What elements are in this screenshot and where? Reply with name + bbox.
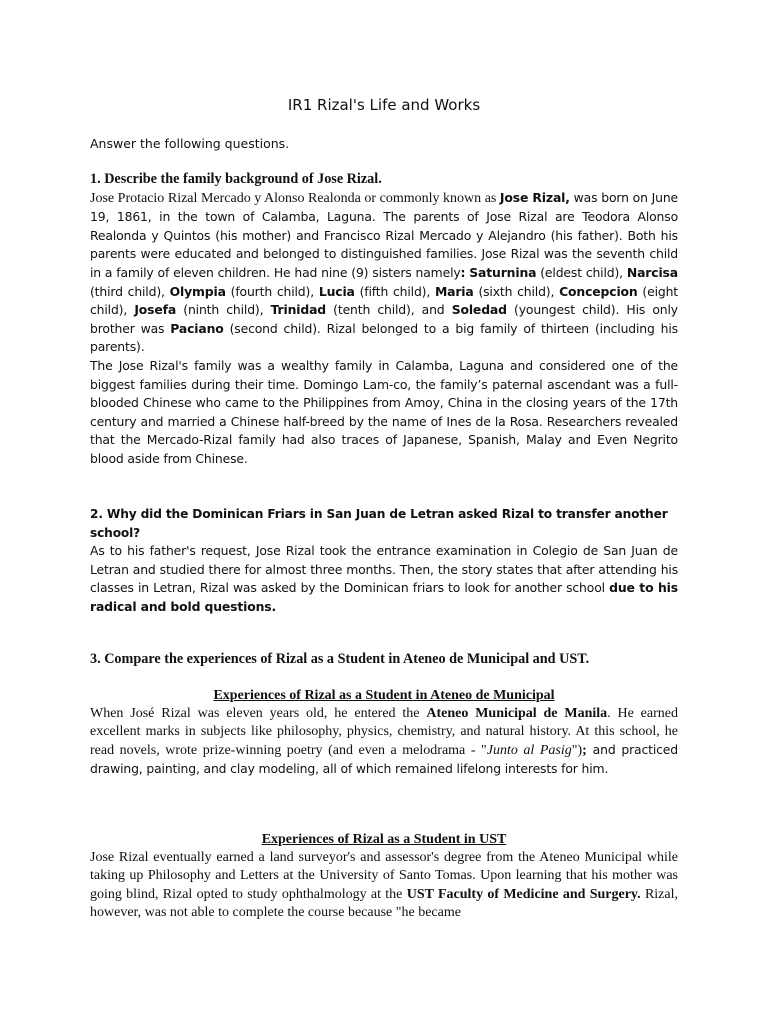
sister-soledad: Soledad — [451, 302, 507, 318]
ateneo-t2: . He earned excellent marks in subjects like philosophy, physics, chemistry, and natural history. At this school, he read novels, wrote prize-winning poetry (and even a melodrama - " — [90, 705, 678, 759]
sister-josefa: Josefa — [134, 302, 177, 318]
q1-p1-t2: (third child), — [90, 283, 170, 299]
q1-p1-t7: (ninth child), — [176, 302, 271, 318]
sister-saturnina: Saturnina — [469, 264, 537, 280]
q1-p1-t6: (eight child), — [90, 283, 678, 318]
document-title: IR1 Rizal's Life and Works — [287, 96, 481, 114]
question-2-heading: 2. Why did the Dominican Friars in San Juan de Letran asked Rizal to transfer another school? — [90, 507, 668, 540]
sister-maria: Maria — [434, 283, 474, 299]
ateneo-school-name: Ateneo Municipal de Manila — [426, 705, 608, 721]
q1-p1-name-bold: Jose Rizal, — [499, 189, 570, 205]
sister-lucia: Lucia — [318, 283, 355, 299]
q1-p1-t1: (eldest child), — [536, 264, 627, 280]
ust-t1: Jose Rizal eventually earned a land surveyor's and assessor's degree from the Ateneo Municipal while taking up Philosophy and Letters at the University of Santo Tomas. Upon learning that his mother was going blind, Rizal opted to study ophthalmology at the — [90, 850, 678, 902]
q1-p1-t4: (fifth child), — [354, 283, 435, 299]
brother-paciano: Paciano — [170, 320, 224, 336]
ust-section — [90, 831, 678, 922]
instructions-text: Answer the following questions. — [90, 136, 290, 151]
sister-trinidad: Trinidad — [270, 302, 326, 318]
question-3-heading: 3. Compare the experiences of Rizal as a Student in Ateneo de Municipal and UST. — [90, 651, 590, 667]
question-2-answer — [90, 542, 678, 616]
ateneo-t3: ") — [571, 743, 583, 759]
q1-p1-t8: (tenth child), and — [326, 302, 452, 318]
question-1-heading: 1. Describe the family background of Jose Rizal. — [90, 171, 382, 187]
q1-p1-t10: (second child). Rizal belonged to a big family of thirteen (including his parents). — [90, 320, 678, 355]
spacer — [90, 669, 678, 687]
melodrama-title: Junto al Pasig — [486, 743, 572, 759]
question-1-paragraph-1 — [90, 189, 678, 357]
q1-p1-text-c: was born on June 19, 1861, in the town of Calamba, Laguna. The parents of Jose Rizal are Teodora Alonso Realonda y Quintos (his mother) and Francisco Rizal Mercado y Alejandro (his father). Both his parents were educated and belonged to distinguished families. Jose Rizal was the seventh child in a family of eleven children. He had nine (9) sisters namely — [90, 189, 678, 280]
q1-p1-t5: (sixth child), — [473, 283, 560, 299]
ust-faculty-name: UST Faculty of Medicine and Surgery. — [406, 886, 641, 902]
ateneo-semicolon: ; — [582, 743, 587, 759]
ateneo-paragraph — [90, 705, 678, 780]
question-1-paragraph-2: The Jose Rizal's family was a wealthy family in Calamba, Laguna and considered one of the biggest families during their time. Domingo Lam-co, the family’s paternal ascendant was a full-blooded Chinese who came to the Philippines from Amoy, China in the closing years of the 17th century and married a Chinese half-breed by the name of Ines de la Rosa. Researchers revealed that the Mercado-Rizal family had also traces of Japanese, Spanish, Malay and Even Negrito blood aside from Chinese. — [90, 357, 678, 466]
ust-subheading: Experiences of Rizal as a Student in UST — [261, 832, 507, 847]
q1-p1-t9: (youngest child). His only brother was — [90, 302, 678, 336]
ateneo-subheading: Experiences of Rizal as a Student in Ateneo de Municipal — [213, 687, 555, 703]
ust-paragraph — [90, 849, 678, 922]
ateneo-t4: and practiced drawing, painting, and clay modeling, all of which remained lifelong interests for him. — [90, 742, 678, 777]
sister-olympia: Olympia — [169, 283, 226, 299]
ateneo-t1: When José Rizal was eleven years old, he entered the — [90, 705, 427, 721]
sister-concepcion: Concepcion — [559, 283, 638, 299]
sister-narcisa: Narcisa — [626, 264, 678, 280]
q1-p1-text-a: Jose Protacio Rizal Mercado y Alonso Realonda or commonly known as — [90, 190, 500, 206]
q2-answer-bold: due to his radical and bold questions. — [90, 580, 678, 614]
q2-answer-text: As to his father's request, Jose Rizal took the entrance examination in Colegio de San Juan de Letran and studied there for almost three months. Then, the story states that after attending his classes in Letran, Rizal was asked by the Dominican friars to look for another school — [90, 543, 678, 596]
question-3-section — [90, 650, 678, 780]
ust-t2: Rizal, however, was not able to complete the course because "he became — [90, 886, 678, 920]
q1-p1-colon: : — [460, 264, 466, 280]
question-2-section — [90, 505, 678, 617]
question-1-section — [90, 170, 678, 469]
q1-p1-t3: (fourth child), — [225, 283, 319, 299]
